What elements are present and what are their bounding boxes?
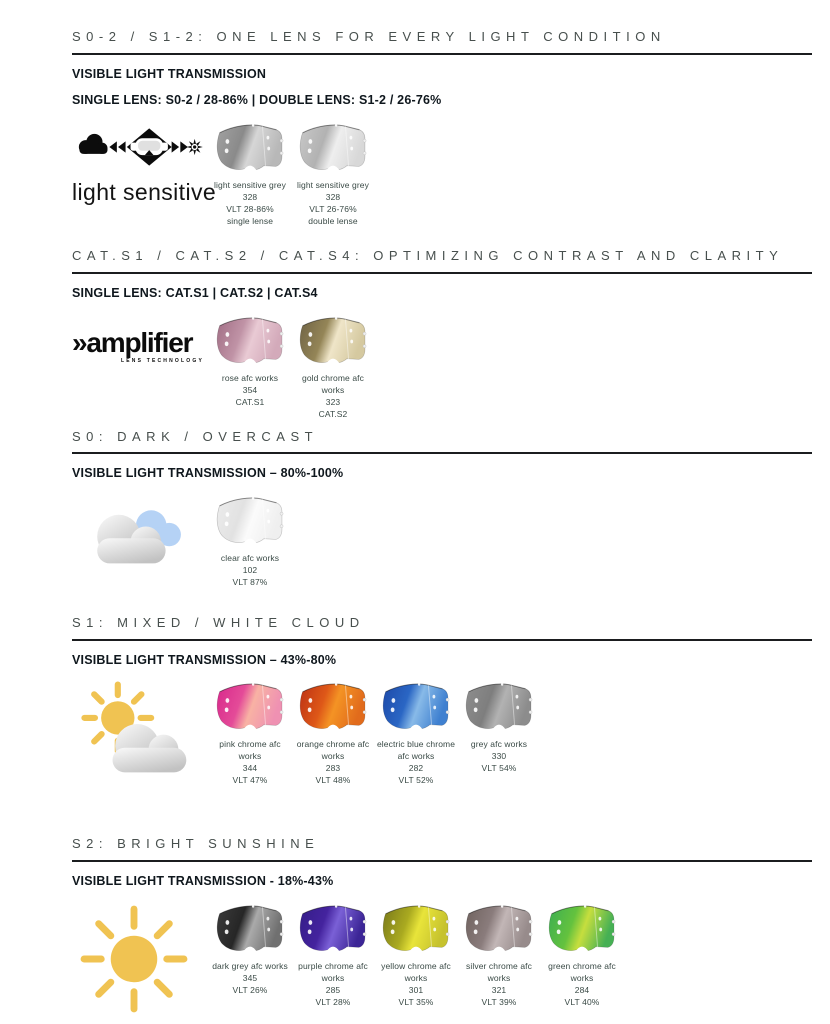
section-divider [72,452,812,454]
lens-caption: green chrome afc works 284 VLT 40% [548,960,616,1007]
section-s1-mixed [72,616,812,787]
goggle-lens-image [294,903,372,956]
lens-caption: yellow chrome afc works 301 VLT 35% [381,960,451,1007]
goggle-lens-image [294,122,372,175]
goggle-lens-image [294,315,372,368]
goggle-lens-image [211,315,289,368]
lens-caption: purple chrome afc works 285 VLT 28% [298,960,368,1007]
lens-caption: rose afc works 354 CAT.S1 [221,372,279,407]
vlt-heading: VISIBLE LIGHT TRANSMISSION – 80%-100% [72,466,344,481]
amplifier-tagline: LENS TECHNOLOGY [120,357,204,364]
lens-row [210,681,539,786]
goggle-lens-image [377,903,455,956]
lens-caption: clear afc works 102 VLT 87% [220,552,280,587]
section-cat-contrast [72,249,812,419]
section-divider [72,272,812,274]
goggle-lens-image [211,903,289,956]
lens-caption: electric blue chrome afc works 282 VLT 52% [376,739,456,786]
section-title: S0: DARK / OVERCAST [72,428,319,444]
goggle-lens-image [211,122,289,175]
lens-card [210,681,290,786]
goggle-lens-image [543,903,621,956]
lens-card [459,681,539,786]
light-sensitive-icon [72,122,204,172]
lens-caption: gold chrome afc works 323 CAT.S2 [302,372,364,419]
lens-card [459,903,539,1008]
lens-card [293,315,373,420]
goggle-lens-image [460,681,538,734]
lens-card [542,903,622,1008]
vlt-heading: VISIBLE LIGHT TRANSMISSION – 43%-80% [72,652,337,667]
section-divider [72,53,812,55]
goggle-lens-image [294,681,372,734]
lens-card [210,903,290,1008]
lens-spec-heading: SINGLE LENS: CAT.S1 | CAT.S2 | CAT.S4 [72,285,318,300]
section-divider [72,639,812,641]
goggle-lens-image [460,903,538,956]
goggle-lens-image [211,681,289,734]
sun-icon [72,903,210,1020]
vlt-heading: VISIBLE LIGHT TRANSMISSION - 18%-43% [72,873,334,888]
vlt-heading: VISIBLE LIGHT TRANSMISSION [72,66,267,81]
light-sensitive-wordmark: light sensitive [72,179,217,206]
goggle-lens-image [211,495,289,548]
section-title: CAT.S1 / CAT.S2 / CAT.S4: OPTIMIZING CONTRAST AND CLARITY [72,248,784,264]
lens-caption: light sensitive grey 328 VLT 28-86% single lense [214,180,286,227]
lens-spec-heading: SINGLE LENS: S0-2 / 28-86% | DOUBLE LENS: S1-2 / 26-76% [72,93,442,108]
sun-cloud-icon [72,681,210,787]
lens-caption: light sensitive grey 328 VLT 26-76% double lense [297,180,369,227]
lens-caption: pink chrome afc works 344 VLT 47% [219,739,281,786]
section-divider [72,860,812,862]
lens-card [376,681,456,786]
lens-card [293,122,373,227]
section-s2-bright [72,837,812,1019]
amplifier-wordmark: »amplifier [72,326,193,358]
section-title: S2: BRIGHT SUNSHINE [72,836,320,852]
lens-card [210,315,290,420]
lens-card [293,681,373,786]
lens-row [210,315,373,420]
section-s0-2-one-lens [72,30,812,227]
goggle-lens-image [377,681,455,734]
lens-caption: orange chrome afc works 283 VLT 48% [296,739,370,786]
amplifier-logo [72,326,210,364]
lens-caption: grey afc works 330 VLT 54% [470,739,528,774]
lens-caption: silver chrome afc works 321 VLT 39% [466,960,532,1007]
overcast-cloud-icon [72,495,210,590]
section-s0-dark-overcast [72,430,812,590]
lens-card [210,122,290,227]
lens-row [210,903,622,1008]
lens-row [210,122,373,227]
lens-row [210,495,290,588]
lens-caption: dark grey afc works 345 VLT 26% [212,960,288,995]
lens-card [210,495,290,588]
section-title: S1: MIXED / WHITE CLOUD [72,614,365,630]
lens-card [293,903,373,1008]
light-sensitive-logo [72,122,217,206]
section-title: S0-2 / S1-2: ONE LENS FOR EVERY LIGHT CONDITION [72,29,666,44]
lens-card [376,903,456,1008]
